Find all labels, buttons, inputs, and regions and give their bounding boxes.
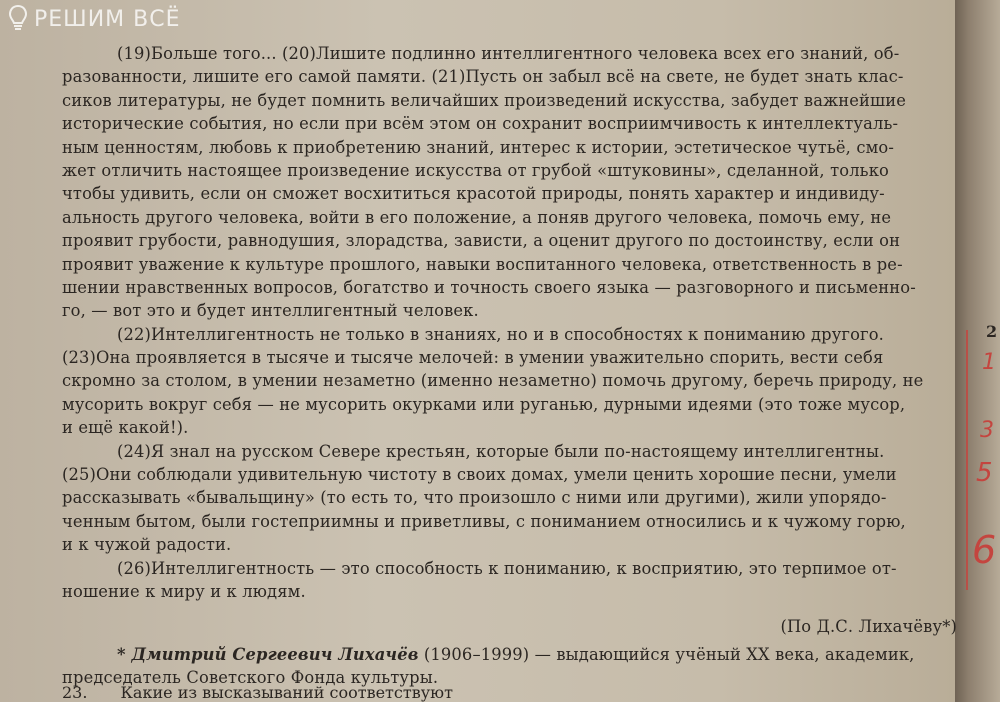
text-line: и ещё какой!). — [62, 418, 189, 438]
handwritten-mark: 3 — [980, 418, 994, 443]
text-line: сиков литературы, не будет помнить величайших произведений искусства, забудет важнейшие — [62, 90, 907, 110]
text-line: (25)Они соблюдали удивительную чистоту в своих домах, умели ценить хорошие песни, умели — [62, 465, 897, 485]
text-line: шении нравственных вопросов, богатство и точность своего языка — разговорного и письменно- — [62, 277, 916, 297]
text-line: ным ценностям, любовь к приобретению знаний, интерес к истории, эстетическое чутьё, смо- — [62, 137, 895, 157]
text-line: скромно за столом, в умении незаметно (именно незаметно) помочь другому, беречь природу, не — [62, 371, 924, 391]
text-line: (23)Она проявляется в тысяче и тысяче мелочей: в умении уважительно спорить, вести себя — [62, 348, 884, 368]
source-attribution: (По Д.С. Лихачёву*) — [780, 617, 957, 637]
paragraph-2 — [62, 323, 967, 440]
text-line: альность другого человека, войти в его положение, а поняв другого человека, помочь ему, не — [62, 207, 892, 227]
text-line: и к чужой радости. — [62, 535, 232, 555]
text-line: рассказывать «бывальщину» (то есть то, что произошло с ними или другими), жили упорядо- — [62, 488, 887, 508]
lightbulb-icon — [8, 4, 28, 34]
text-line: (19)Больше того... (20)Лишите подлинно интеллигентного человека всех его знаний, об- — [117, 44, 900, 63]
text-line: го, — вот это и будет интеллигентный человек. — [62, 301, 479, 321]
paragraph-3 — [62, 440, 967, 557]
handwritten-mark: 5 — [976, 458, 993, 488]
task-23 — [62, 683, 453, 702]
text-line: (22)Интеллигентность не только в знаниях, но и в способностях к пониманию другого. — [117, 324, 885, 344]
text-line: ношение к миру и к людям. — [62, 581, 306, 601]
handwritten-mark: 6 — [972, 528, 997, 572]
text-line: чтобы удивить, если он сможет восхититься красотой природы, понять характер и индивиду- — [62, 184, 885, 204]
text-line: проявит уважение к культуре прошлого, навыки воспитанного человека, ответственность в ре- — [62, 254, 903, 274]
text-line: мусорить вокруг себя — не мусорить окурками или руганью, дурными идеями (это тоже мусор, — [62, 394, 906, 414]
footnote-line: председатель Советского Фонда культуры. — [62, 668, 439, 688]
watermark-text: РЕШИМ ВСЁ — [34, 6, 181, 32]
text-line: (26)Интеллигентность — это способность к пониманию, к восприятию, это терпимое от- — [117, 558, 897, 578]
margin-number: 2 — [986, 322, 998, 341]
paragraph-1 — [62, 42, 967, 323]
text-line: исторические события, но если при всём этом он сохранит восприимчивость к интеллектуаль- — [62, 114, 899, 134]
text-line: ченным бытом, были гостеприимны и приветливы, с пониманием относились и к чужому горю, — [62, 511, 906, 531]
handwritten-mark: 1 — [982, 350, 996, 375]
article-text — [62, 42, 967, 690]
text-line: (24)Я знал на русском Севере крестьян, которые были по-настоящему интеллигентны. — [117, 441, 885, 461]
text-line: жет отличить настоящее произведение искусства от грубой «штуковины», сделанной, только — [62, 160, 889, 180]
watermark — [8, 4, 180, 34]
footnote-text: (1906–1999) — выдающийся учёный XX века, академик, — [418, 644, 915, 664]
paragraph-4 — [62, 557, 967, 604]
text-line: проявит грубости, равнодушия, злорадства, зависти, а оценит другого по достоинству, если он — [62, 231, 901, 251]
footnote-author: * Дмитрий Сергеевич Лихачёв — [117, 644, 419, 664]
task-number: 23. — [62, 683, 88, 702]
task-text: Какие из высказываний соответствуют — [120, 683, 453, 702]
text-line: разованности, лишите его самой памяти. (21)Пусть он забыл всё на свете, не будет знать клас- — [62, 67, 904, 87]
pen-line — [966, 330, 968, 590]
